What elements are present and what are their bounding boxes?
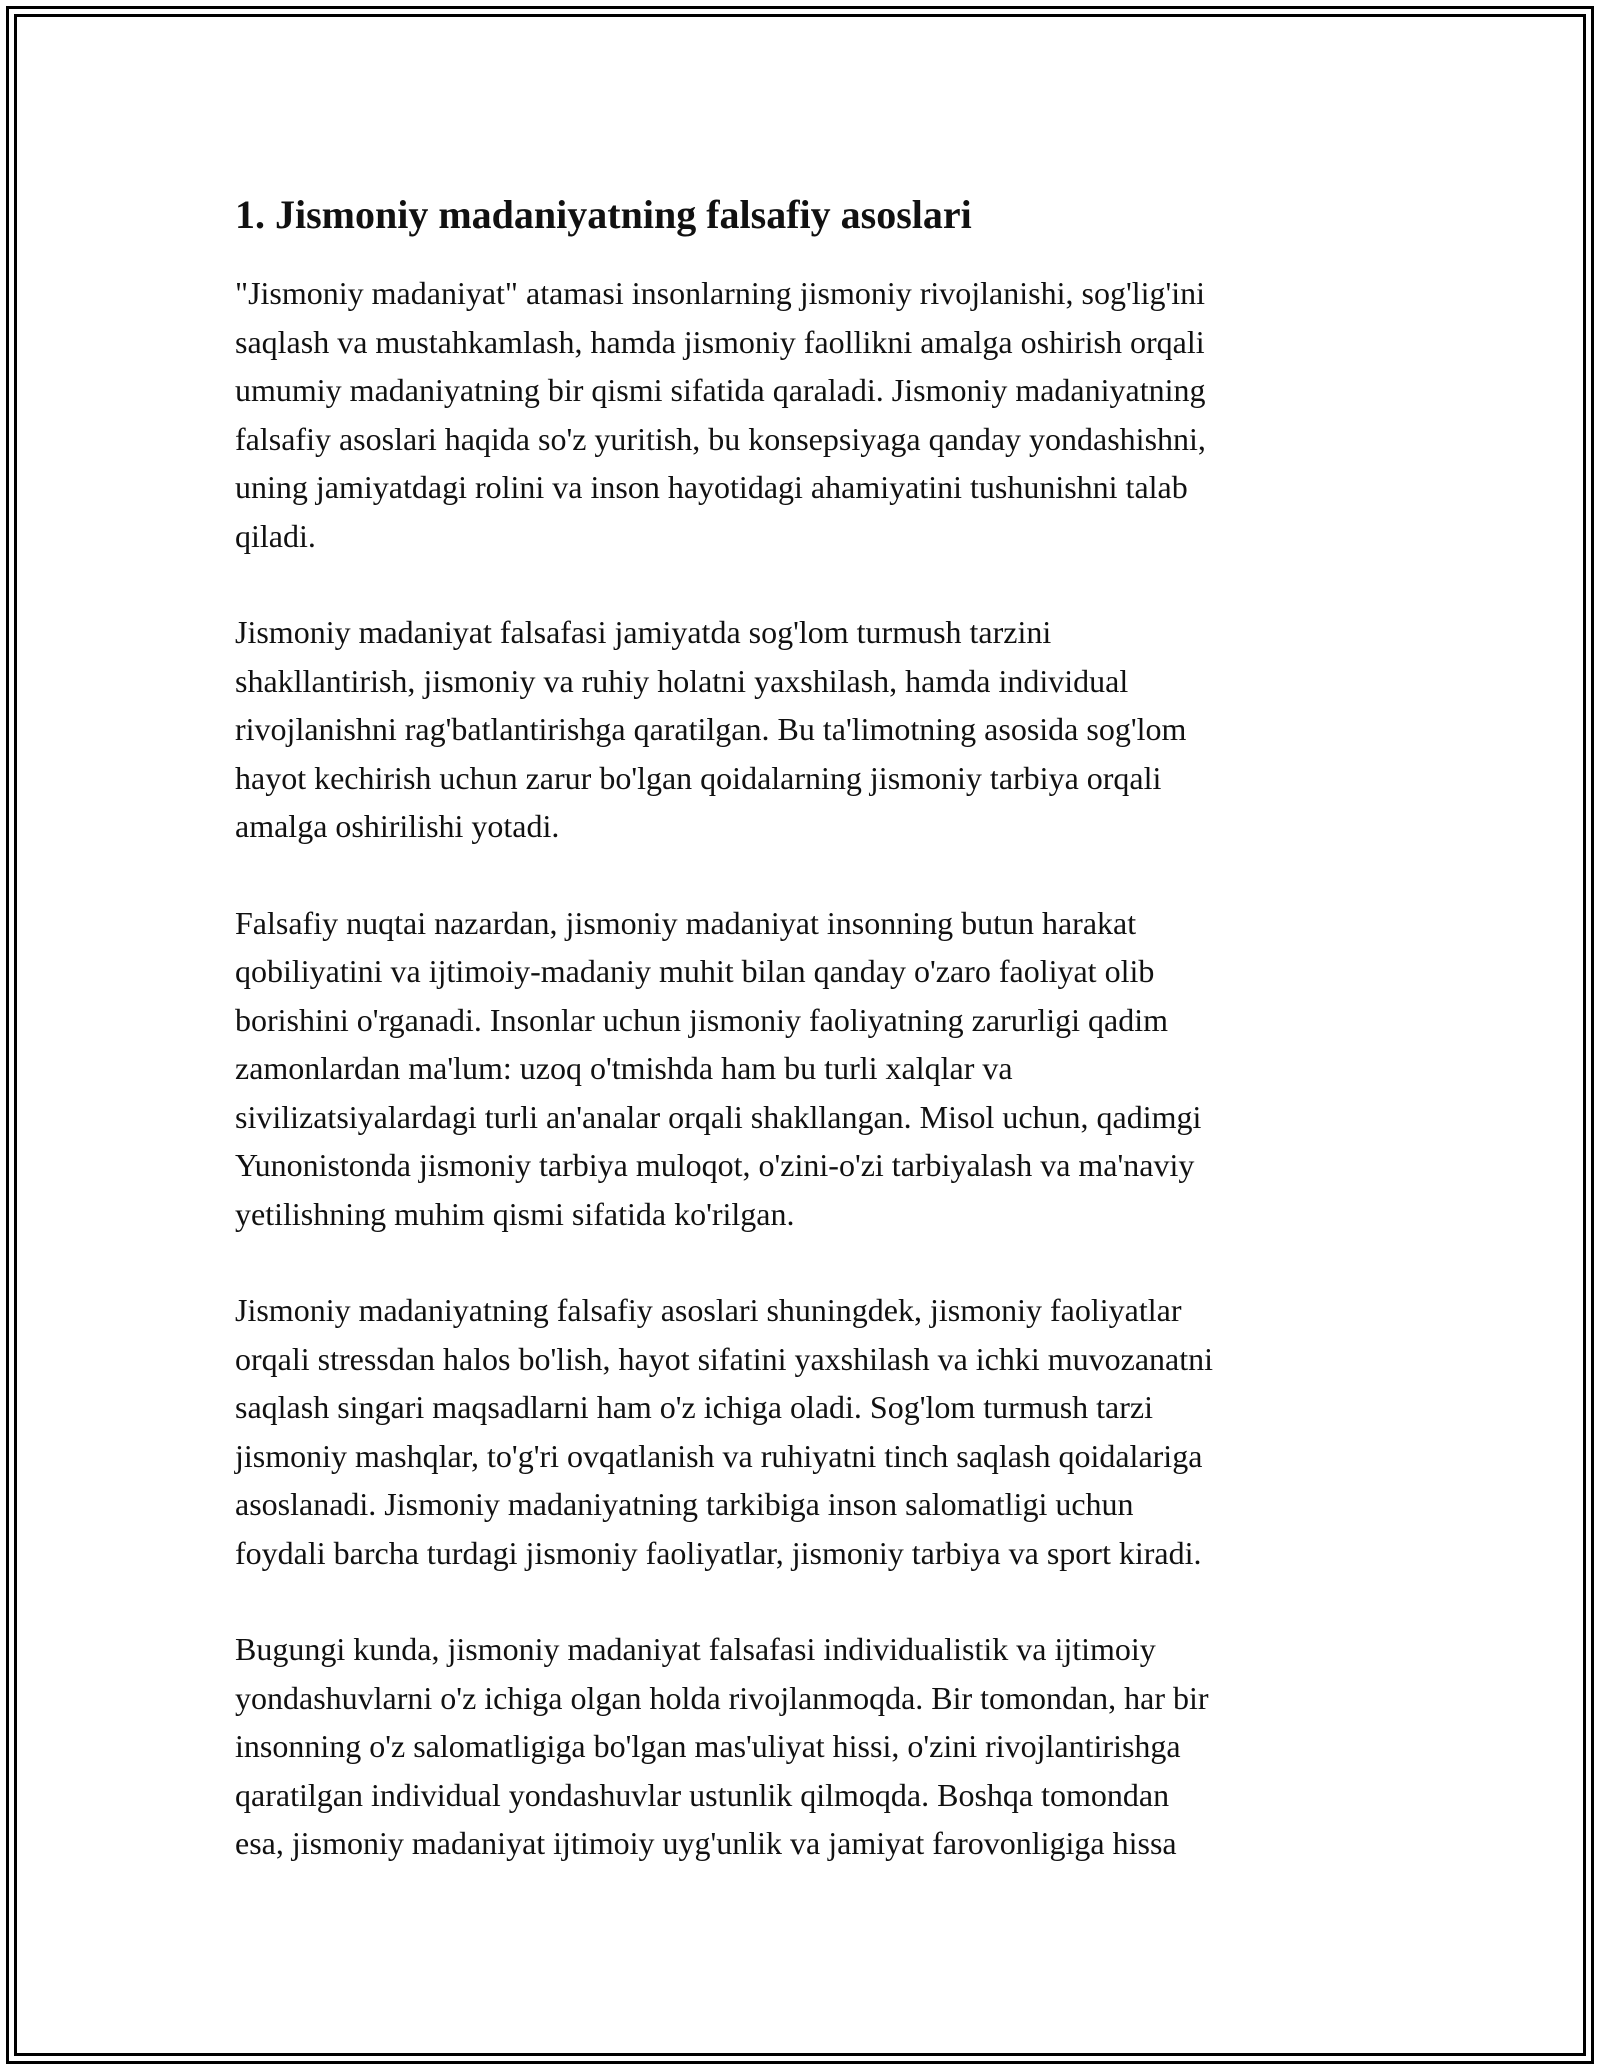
paragraph-line: saqlash singari maqsadlarni ham o'z ichiga oladi. Sog'lom turmush tarzi: [235, 1389, 1153, 1425]
paragraph-line: yondashuvlarni o'z ichiga olgan holda rivojlanmoqda. Bir tomondan, har bir: [235, 1679, 1209, 1716]
paragraph-line: borishini o'rganadi. Insonlar uchun jismoniy faoliyatning zarurligi qadim: [235, 1001, 1168, 1038]
paragraph-line: umumiy madaniyatning bir qismi sifatida qaraladi. Jismoniy madaniyatning: [235, 372, 1206, 408]
paragraph-line: insonning o'z salomatligiga bo'lgan mas'uliyat hissi, o'zini rivojlantirishga: [235, 1728, 1181, 1764]
paragraph-line: esa, jismoniy madaniyat ijtimoiy uyg'unlik va jamiyat farovonligiga hissa: [235, 1825, 1177, 1861]
paragraph-line: orqali stressdan halos bo'lish, hayot sifatini yaxshilash va ichki muvozanatni: [235, 1340, 1214, 1377]
paragraph-line: hayot kechirish uchun zarur bo'lgan qoidalarning jismoniy tarbiya orqali: [235, 759, 1162, 796]
paragraph-line: qaratilgan individual yondashuvlar ustunlik qilmoqda. Boshqa tomondan: [235, 1776, 1170, 1813]
paragraph-line: Falsafiy nuqtai nazardan, jismoniy madaniyat insonning butun harakat: [235, 904, 1137, 941]
paragraph-line: asoslanadi. Jismoniy madaniyatning tarkibiga inson salomatligi uchun: [235, 1486, 1134, 1522]
paragraph-line: uning jamiyatdagi rolini va inson hayotidagi ahamiyatini tushunishni talab: [235, 469, 1188, 505]
paragraph-line: "Jismoniy madaniyat" atamasi insonlarning jismoniy rivojlanishi, sog'lig'ini: [235, 275, 1206, 311]
document-body: [235, 187, 1365, 1916]
paragraph-line: falsafiy asoslari haqida so'z yuritish, bu konsepsiyaga qanday yondashishni,: [235, 420, 1206, 457]
paragraph-line: foydali barcha turdagi jismoniy faoliyatlar, jismoniy tarbiya va sport kiradi.: [235, 1534, 1202, 1571]
paragraph-2: [235, 608, 1365, 851]
paragraph-line: rivojlanishni rag'batlantirishga qaratilgan. Bu ta'limotning asosida sog'lom: [235, 711, 1187, 747]
paragraph-5: [235, 1625, 1365, 1868]
paragraph-line: saqlash va mustahkamlash, hamda jismoniy faollikni amalga oshirish orqali: [235, 323, 1205, 360]
paragraph-line: sivilizatsiyalardagi turli an'analar orqali shakllangan. Misol uchun, qadimgi: [235, 1098, 1202, 1135]
paragraph-line: amalga oshirilishi yotadi.: [235, 808, 560, 844]
paragraph-line: qiladi.: [235, 517, 316, 554]
paragraph-line: qobiliyatini va ijtimoiy-madaniy muhit bilan qanday o'zaro faoliyat olib: [235, 953, 1155, 989]
paragraph-line: shakllantirish, jismoniy va ruhiy holatni yaxshilash, hamda individual: [235, 662, 1129, 699]
paragraph-line: Yunonistonda jismoniy tarbiya muloqot, o'zini-o'zi tarbiyalash va ma'naviy: [235, 1147, 1195, 1183]
section-heading: 1. Jismoniy madaniyatning falsafiy asoslari: [235, 192, 972, 237]
paragraph-1: [235, 269, 1365, 560]
paragraph-3: [235, 899, 1365, 1239]
paragraph-line: jismoniy mashqlar, to'g'ri ovqatlanish va ruhiyatni tinch saqlash qoidalariga: [235, 1437, 1203, 1474]
paragraph-4: [235, 1286, 1365, 1577]
paragraph-line: Jismoniy madaniyat falsafasi jamiyatda sog'lom turmush tarzini: [235, 614, 1052, 650]
paragraph-line: yetilishning muhim qismi sifatida ko'rilgan.: [235, 1195, 795, 1232]
paragraph-line: Jismoniy madaniyatning falsafiy asoslari shuningdek, jismoniy faoliyatlar: [235, 1292, 1182, 1328]
paragraph-line: Bugungi kunda, jismoniy madaniyat falsafasi individualistik va ijtimoiy: [235, 1631, 1156, 1667]
paragraph-line: zamonlardan ma'lum: uzoq o'tmishda ham bu turli xalqlar va: [235, 1050, 1013, 1086]
